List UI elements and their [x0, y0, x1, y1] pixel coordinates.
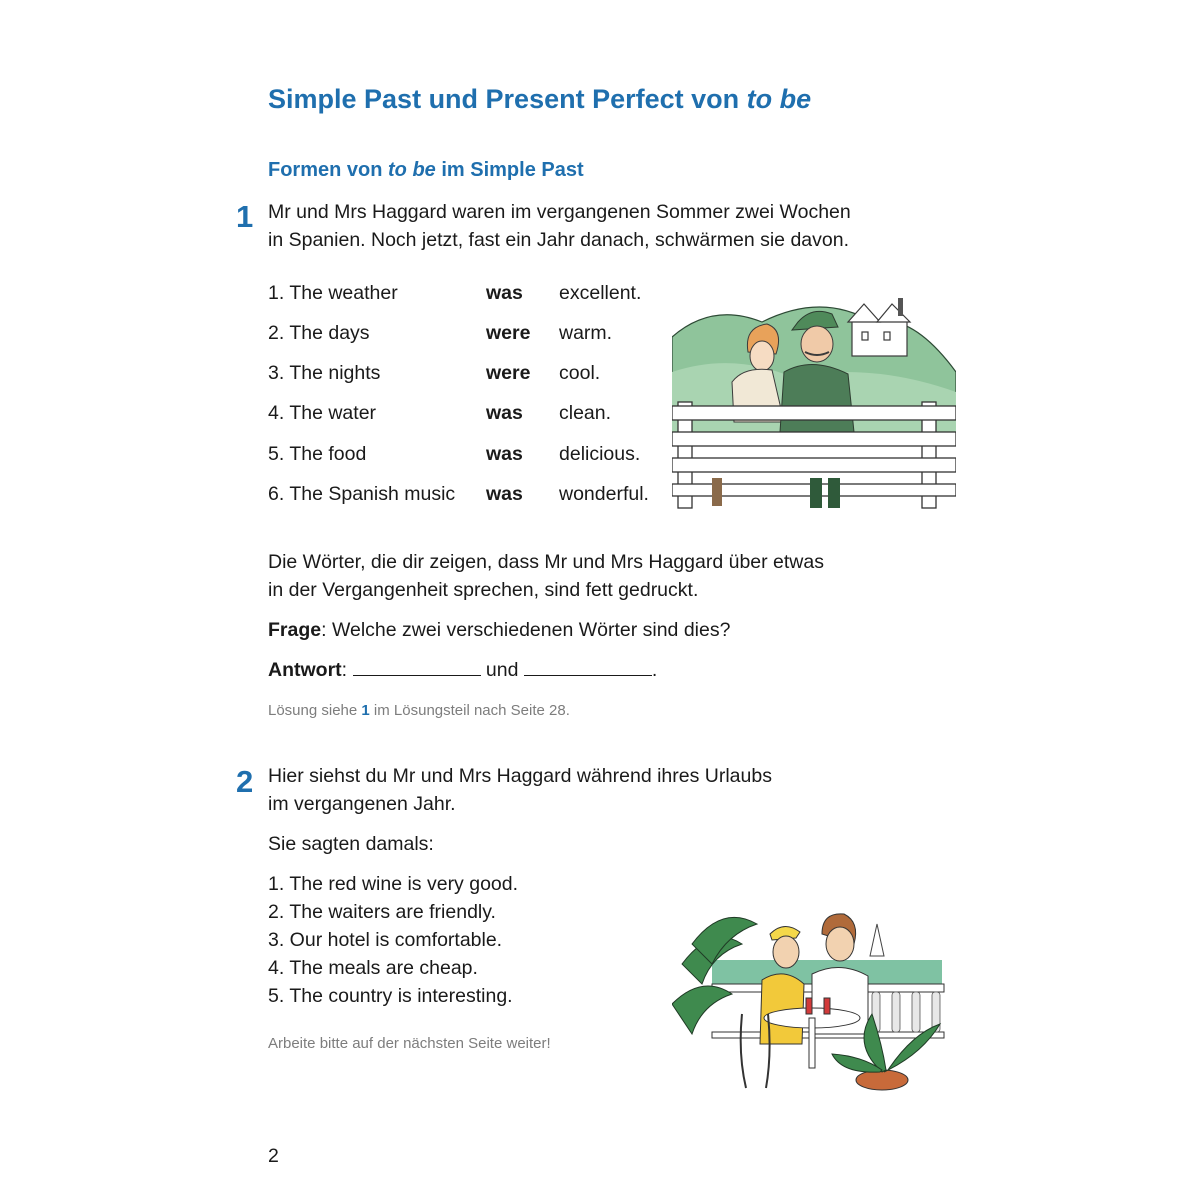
question-label: Frage [268, 619, 322, 641]
answer [268, 656, 657, 684]
section-subtitle [268, 159, 584, 182]
row-subject: 4. The water [268, 402, 377, 424]
title-text: Simple Past und Present Perfect von [268, 84, 747, 114]
list-item: 4. The meals are cheap. [268, 957, 478, 979]
page-title [268, 84, 811, 115]
question [268, 616, 730, 644]
answer-period: . [651, 659, 658, 681]
continue-note: Arbeite bitte auf der nächsten Seite weiter! [268, 1035, 551, 1052]
couple-at-cafe-table-illustration [672, 904, 950, 1092]
row-verb: were [486, 362, 531, 384]
question-text: : Welche zwei verschiedenen Wörter sind dies? [321, 619, 731, 641]
row-rest: cool. [559, 362, 601, 384]
subtitle-text: Formen von [268, 159, 389, 181]
solution-text: Lösung siehe [268, 702, 362, 719]
row-rest: clean. [559, 402, 612, 424]
subtitle-text-end: im Simple Past [435, 159, 584, 181]
couple-at-fence-illustration [672, 282, 956, 510]
answer-and: und [485, 659, 519, 681]
exercise-2-intro [268, 762, 772, 818]
sentence-list [268, 870, 518, 1010]
row-rest: wonderful. [559, 483, 649, 505]
subtitle-italic: to be [388, 159, 436, 181]
row-rest: warm. [559, 322, 613, 344]
answer-blank-1[interactable] [353, 657, 481, 676]
list-item: 3. Our hotel is comfortable. [268, 929, 503, 951]
exercise-1-intro-line: Mr und Mrs Haggard waren im vergangenen Sommer zwei Wochen [268, 201, 851, 223]
exercise-1-intro-line: in Spanien. Noch jetzt, fast ein Jahr danach, schwärmen sie davon. [268, 229, 849, 251]
exercise-1-explanation [268, 548, 824, 604]
answer-blank-2[interactable] [524, 657, 652, 676]
page-number: 2 [268, 1145, 279, 1167]
row-subject: 2. The days [268, 322, 370, 344]
row-rest: excellent. [559, 282, 642, 304]
row-rest: delicious. [559, 443, 641, 465]
title-italic: to be [746, 84, 812, 114]
row-verb: was [486, 483, 523, 505]
row-verb: was [486, 402, 523, 424]
row-verb: was [486, 443, 523, 465]
said-label: Sie sagten damals: [268, 833, 434, 855]
explanation-line: in der Vergangenheit sprechen, sind fett gedruckt. [268, 579, 699, 601]
row-subject: 6. The Spanish music [268, 483, 456, 505]
row-subject: 3. The nights [268, 362, 381, 384]
answer-colon: : [341, 659, 348, 681]
row-verb: were [486, 322, 531, 344]
list-item: 5. The country is interesting. [268, 985, 513, 1007]
answer-label: Antwort [268, 659, 342, 681]
solution-number: 1 [361, 702, 370, 719]
explanation-line: Die Wörter, die dir zeigen, dass Mr und Mrs Haggard über etwas [268, 551, 824, 573]
exercise-1-intro [268, 198, 851, 254]
exercise-2-number: 2 [236, 764, 254, 799]
list-item: 1. The red wine is very good. [268, 873, 519, 895]
solution-hint [268, 702, 570, 719]
row-subject: 5. The food [268, 443, 367, 465]
list-item: 2. The waiters are friendly. [268, 901, 496, 923]
exercise-1-number: 1 [236, 199, 254, 234]
row-verb: was [486, 282, 523, 304]
solution-text-end: im Lösungsteil nach Seite 28. [369, 702, 570, 719]
row-subject: 1. The weather [268, 282, 398, 304]
exercise-2-intro-line: im vergangenen Jahr. [268, 793, 456, 815]
exercise-2-intro-line: Hier siehst du Mr und Mrs Haggard während ihres Urlaubs [268, 765, 772, 787]
